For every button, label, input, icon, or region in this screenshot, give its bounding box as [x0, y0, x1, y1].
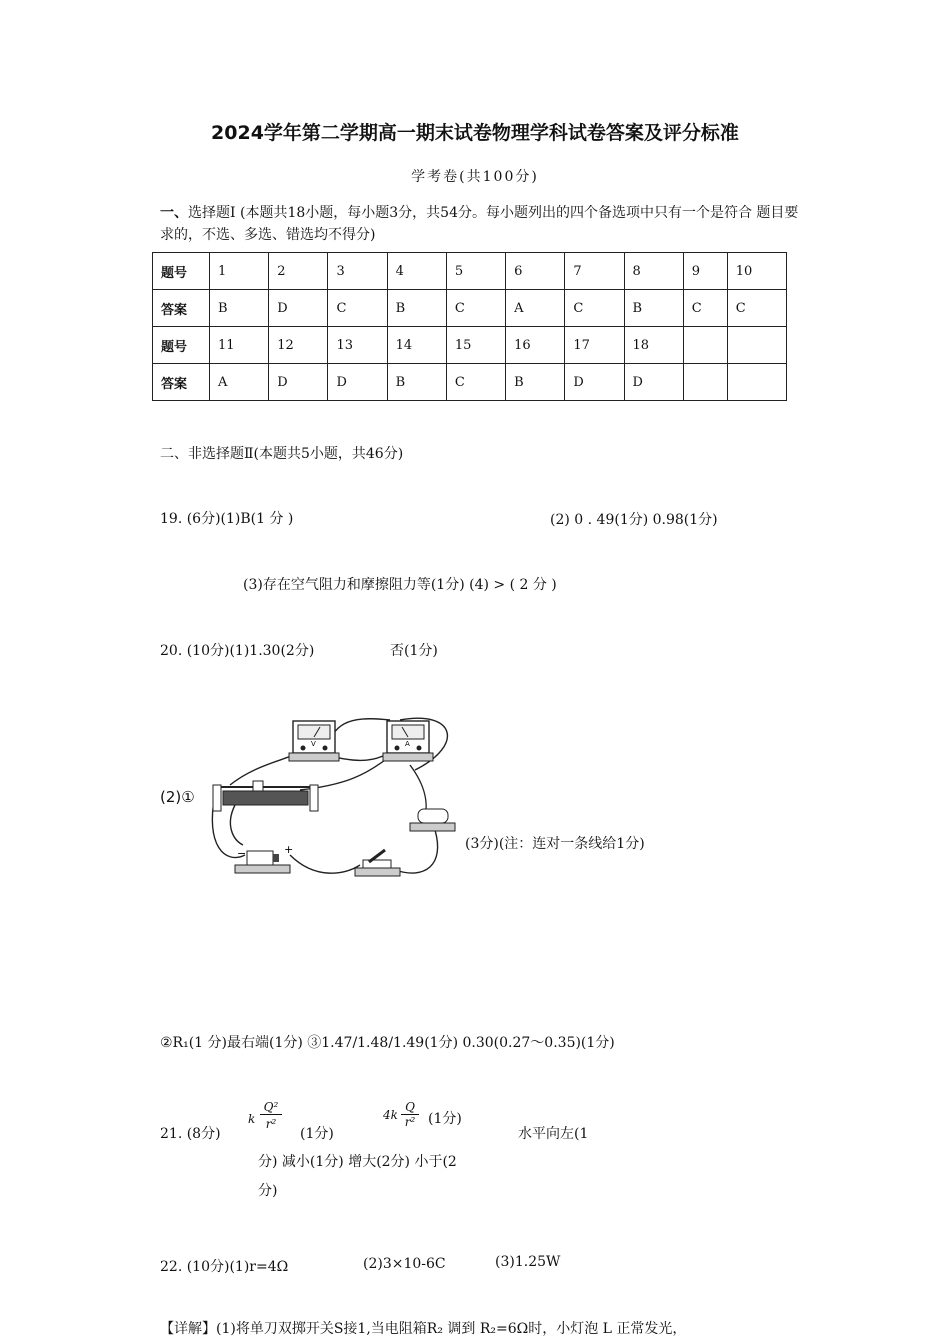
table-cell: A: [210, 364, 269, 401]
table-cell: B: [624, 290, 683, 327]
table-cell: [683, 327, 727, 364]
switch: [355, 850, 400, 876]
q22-part2: (2)3×10-6C: [363, 1256, 446, 1272]
wire-9: [290, 855, 360, 873]
table-cell: C: [446, 290, 505, 327]
wire-8: [395, 830, 438, 873]
battery-minus: −: [237, 847, 247, 860]
table-row: [153, 327, 787, 364]
table-cell: B: [210, 290, 269, 327]
table-cell: 5: [446, 253, 505, 290]
table-cell: B: [387, 290, 446, 327]
table-cell: 1: [210, 253, 269, 290]
row-label-answer: 答案: [153, 290, 210, 327]
q20-part1b: 否(1分): [390, 643, 438, 659]
q20-circuit-note: (3分)(注：连对一条线给1分): [465, 836, 645, 852]
q21-score-1: (1分): [300, 1126, 334, 1142]
row-label-number: 题号: [153, 253, 210, 290]
section-2-heading: 二、非选择题Ⅱ(本题共5小题，共46分): [160, 446, 404, 462]
table-cell: 7: [565, 253, 624, 290]
table-cell: 11: [210, 327, 269, 364]
rheostat: [213, 781, 318, 811]
table-cell: 6: [506, 253, 565, 290]
q20-circuit-label: (2)①: [160, 788, 195, 806]
table-cell: B: [506, 364, 565, 401]
q21-line2: 分) 减小(1分) 增大(2分) 小于(2: [258, 1154, 457, 1170]
table-cell: C: [328, 290, 387, 327]
table-cell: 17: [565, 327, 624, 364]
q21-formula-2-den: r²: [404, 1115, 416, 1129]
table-cell: A: [506, 290, 565, 327]
q21-part3a: 水平向左(1: [518, 1126, 589, 1142]
q19-part3: (3)存在空气阻力和摩擦阻力等(1分) (4) > ( 2 分 ): [243, 577, 557, 593]
resistor-component: [410, 809, 455, 831]
circuit-diagram: [195, 705, 465, 890]
table-cell: 8: [624, 253, 683, 290]
table-cell: 16: [506, 327, 565, 364]
table-cell: [727, 364, 786, 401]
table-cell: 3: [328, 253, 387, 290]
row-label-number: 题号: [153, 327, 210, 364]
wire-10: [230, 805, 243, 845]
table-cell: [727, 327, 786, 364]
table-cell: 14: [387, 327, 446, 364]
q21-formula-2-k: 4k: [383, 1108, 398, 1122]
wire-2: [230, 753, 298, 785]
section-1-heading: [160, 202, 800, 246]
table-cell: C: [565, 290, 624, 327]
section-1-text: 选择题Ⅰ (本题共18小题，每小题3分，共54分。每小题列出的四个备选项中只有一个是符合 题目要求的，不选、多选、错选均不得分): [160, 205, 799, 243]
table-cell: C: [683, 290, 727, 327]
table-cell: D: [328, 364, 387, 401]
voltmeter: [289, 721, 339, 761]
table-cell: D: [269, 364, 328, 401]
table-row: [153, 253, 787, 290]
ammeter-label: A: [405, 740, 410, 748]
table-cell: D: [269, 290, 328, 327]
q21-formula-1-den: r²: [265, 1117, 277, 1131]
q22-part1: 22. (10分)(1)r=4Ω: [160, 1259, 289, 1275]
q20-part2: ②R₁(1 分)最右端(1分) ③1.47/1.48/1.49(1分) 0.30(0.27～0.35)(1分): [160, 1035, 615, 1051]
q21-line3: 分): [258, 1183, 278, 1199]
voltmeter-label: V: [311, 740, 316, 748]
table-cell: 10: [727, 253, 786, 290]
q19-part1: 19. (6分)(1)B(1 分 ): [160, 511, 294, 527]
q21-score-2: (1分): [428, 1111, 462, 1127]
ammeter: [383, 721, 433, 761]
q22-part3: (3)1.25W: [495, 1254, 561, 1270]
table-cell: [683, 364, 727, 401]
table-cell: 4: [387, 253, 446, 290]
row-label-answer: 答案: [153, 364, 210, 401]
table-cell: D: [624, 364, 683, 401]
page-subtitle: 学考卷(共100分): [411, 169, 539, 185]
table-cell: 18: [624, 327, 683, 364]
battery: [235, 843, 293, 873]
q21-label: 21. (8分): [160, 1126, 221, 1142]
q19-part2: (2) 0 . 49(1分) 0.98(1分): [550, 512, 718, 528]
battery-plus: +: [284, 843, 294, 856]
table-row: [153, 290, 787, 327]
table-cell: 2: [269, 253, 328, 290]
q21-formula-1-k: k: [248, 1112, 256, 1126]
table-cell: 9: [683, 253, 727, 290]
q20-part1: 20. (10分)(1)1.30(2分): [160, 643, 315, 659]
section-1-label: 一、: [160, 205, 188, 221]
table-cell: B: [387, 364, 446, 401]
table-cell: C: [446, 364, 505, 401]
table-cell: D: [565, 364, 624, 401]
table-cell: 15: [446, 327, 505, 364]
q21-formula-1-num: Q²: [260, 1100, 282, 1115]
detail-text: 【详解】(1)将单刀双掷开关S接1,当电阻箱R₂ 调到 R₂=6Ω时，小灯泡 L 正常发光，: [160, 1321, 687, 1337]
page-title: 2024学年第二学期高一期末试卷物理学科试卷答案及评分标准: [211, 122, 739, 144]
q21-formula-2-num: Q: [401, 1100, 419, 1115]
table-cell: 13: [328, 327, 387, 364]
table-cell: 12: [269, 327, 328, 364]
answer-table: [152, 252, 787, 401]
table-cell: C: [727, 290, 786, 327]
table-row: [153, 364, 787, 401]
